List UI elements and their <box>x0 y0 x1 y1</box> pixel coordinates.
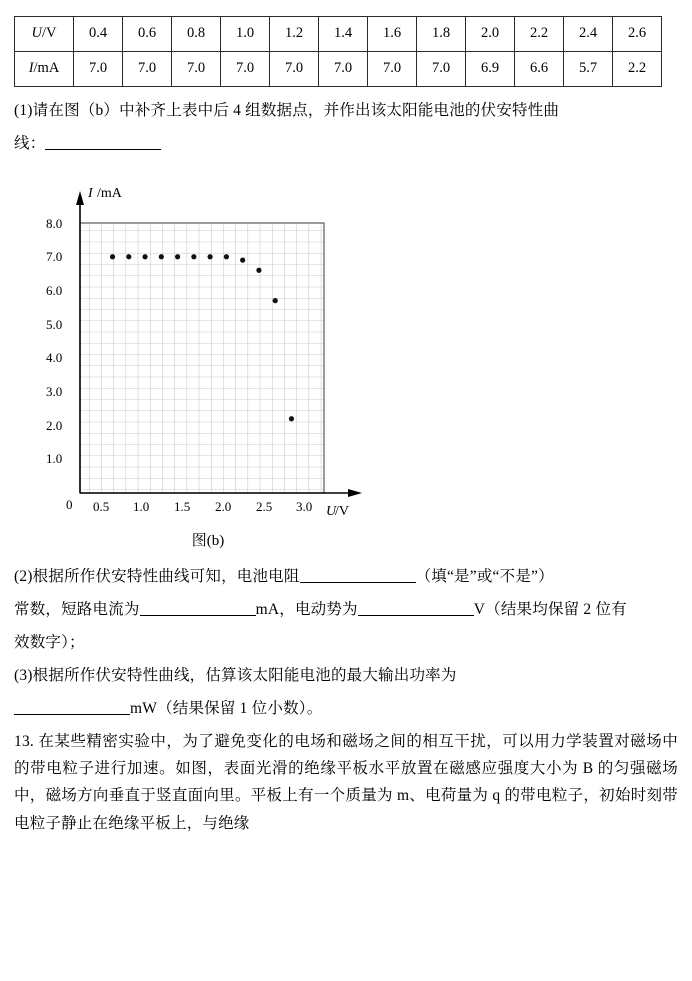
cell-voltage: 2.2 <box>515 17 564 52</box>
data-point <box>126 254 131 259</box>
data-point <box>224 254 229 259</box>
question-2-line-3: 效数字）； <box>14 633 85 651</box>
cell-current: 7.0 <box>74 52 123 87</box>
y-tick-label: 8.0 <box>46 216 63 232</box>
graph-svg <box>28 163 388 528</box>
cell-current: 7.0 <box>368 52 417 87</box>
data-point <box>142 254 147 259</box>
answer-blank-q2-1[interactable] <box>300 565 416 582</box>
question-2-text-e: V（结果均保留 2 位有 <box>473 600 627 618</box>
cell-voltage: 1.2 <box>270 17 319 52</box>
data-point <box>240 258 245 263</box>
x-tick-label: 2.5 <box>256 499 273 515</box>
data-point <box>208 254 213 259</box>
cell-voltage: 2.6 <box>613 17 662 52</box>
cell-voltage: 1.4 <box>319 17 368 52</box>
cell-current: 7.0 <box>123 52 172 87</box>
cell-voltage: 0.8 <box>172 17 221 52</box>
data-point <box>273 298 278 303</box>
y-tick-label: 2.0 <box>46 418 63 434</box>
data-point <box>159 254 164 259</box>
cell-voltage: 2.0 <box>466 17 515 52</box>
row-label-current: I/mA <box>15 52 74 87</box>
cell-voltage: 2.4 <box>564 17 613 52</box>
cell-current: 2.2 <box>613 52 662 87</box>
y-tick-label: 3.0 <box>46 384 63 400</box>
question-2-text-c: 常数，短路电流为 <box>14 600 140 618</box>
answer-blank-q1[interactable] <box>45 133 161 150</box>
table-row-current <box>15 52 662 87</box>
x-tick-label: 0.5 <box>93 499 110 515</box>
question-3-line-1: (3)根据所作伏安特性曲线，估算该太阳能电池的最大输出功率为 <box>14 666 457 684</box>
question-13: 13. 在某些精密实验中，为了避免变化的电场和磁场之间的相互干扰，可以用力学装置对磁场中的带电粒子进行加速。如图，表面光滑的绝缘平板水平放置在磁感应强度大小为 B 的匀强磁场中，磁场方向垂直于竖直面向里。平板上有一个质量为 m、电荷量为 q 的带电粒子，初始时刻带电粒子静止在绝缘平板上，与绝缘 <box>14 733 678 832</box>
question-2-text-a: (2)根据所作伏安特性曲线可知，电池电阻 <box>14 567 300 585</box>
cell-current: 5.7 <box>564 52 613 87</box>
y-tick-label: 6.0 <box>46 283 63 299</box>
data-point <box>191 254 196 259</box>
answer-blank-q2-3[interactable] <box>358 598 474 615</box>
data-point <box>110 254 115 259</box>
cell-current: 7.0 <box>319 52 368 87</box>
y-tick-label: 7.0 <box>46 249 63 265</box>
cell-voltage: 1.8 <box>417 17 466 52</box>
x-tick-label: 3.0 <box>296 499 313 515</box>
uv-data-table <box>14 16 662 87</box>
cell-current: 6.6 <box>515 52 564 87</box>
y-axis-unit: /mA <box>97 186 122 202</box>
cell-voltage: 1.0 <box>221 17 270 52</box>
question-1-line-2-text: 线： <box>14 135 46 153</box>
x-tick-label: 1.0 <box>133 499 150 515</box>
y-axis-label: I <box>88 186 93 202</box>
table-row-voltage <box>15 17 662 52</box>
cell-voltage: 0.6 <box>123 17 172 52</box>
question-2-text-d: mA，电动势为 <box>255 600 358 618</box>
iv-characteristic-graph <box>28 163 388 528</box>
answer-blank-q3[interactable] <box>14 698 130 715</box>
y-tick-label: 4.0 <box>46 350 63 366</box>
question-1-line-1: (1)请在图（b）中补齐上表中后 4 组数据点，并作出该太阳能电池的伏安特性曲 <box>14 102 560 119</box>
y-tick-label: 5.0 <box>46 317 63 333</box>
question-2-line-1 <box>14 563 678 590</box>
cell-current: 6.9 <box>466 52 515 87</box>
y-tick-label: 1.0 <box>46 451 63 467</box>
data-point <box>175 254 180 259</box>
cell-current: 7.0 <box>417 52 466 87</box>
x-tick-label: 1.5 <box>174 499 191 515</box>
x-axis-label: U <box>326 504 337 520</box>
origin-label: 0 <box>66 497 73 513</box>
question-3-text: mW（结果保留 1 位小数）。 <box>130 700 323 717</box>
question-1-line-2 <box>14 130 678 157</box>
cell-current: 7.0 <box>172 52 221 87</box>
question-3-line-2 <box>14 695 678 722</box>
data-point <box>289 416 294 421</box>
cell-current: 7.0 <box>221 52 270 87</box>
cell-voltage: 1.6 <box>368 17 417 52</box>
cell-voltage: 0.4 <box>74 17 123 52</box>
question-2-line-2 <box>14 596 678 623</box>
row-label-voltage: U/V <box>15 17 74 52</box>
x-tick-label: 2.0 <box>215 499 232 515</box>
question-2-text-b: （填“是”或“不是”） <box>415 567 554 585</box>
answer-blank-q2-2[interactable] <box>140 598 256 615</box>
figure-caption: 图(b) <box>191 533 225 550</box>
data-point <box>256 268 261 273</box>
x-axis-unit: /V <box>335 504 349 520</box>
cell-current: 7.0 <box>270 52 319 87</box>
